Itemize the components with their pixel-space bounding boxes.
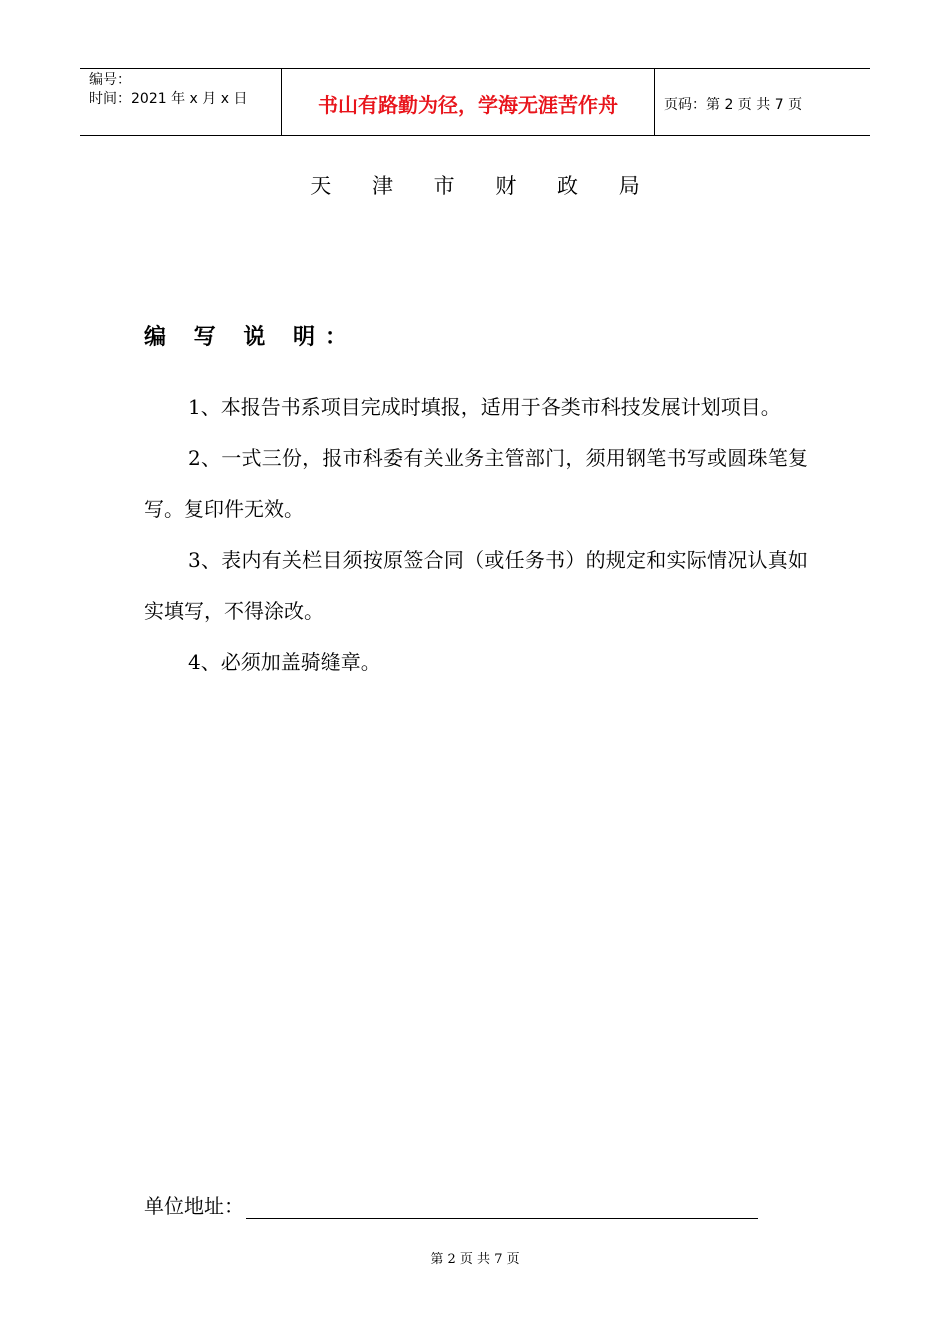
organization-title	[0, 170, 950, 200]
number-label: 编号：	[89, 72, 131, 88]
instruction-item: 4、必须加盖骑缝章。	[188, 650, 381, 674]
page-cell	[655, 69, 870, 135]
org-char: 津	[371, 174, 393, 198]
org-char: 政	[557, 174, 579, 198]
instruction-item: 3、表内有关栏目须按原签合同（或任务书）的规定和实际情况认真如实填写，不得涂改。	[144, 548, 808, 623]
instructions-list	[144, 382, 808, 688]
page-footer: 第 2 页 共 7 页	[430, 1252, 520, 1267]
org-char: 天	[310, 174, 332, 198]
section-heading: 编 写 说 明：	[144, 325, 357, 350]
address-label: 单位地址：	[144, 1194, 244, 1218]
org-char: 市	[433, 174, 455, 198]
org-char: 局	[618, 174, 640, 198]
motto-cell	[281, 69, 655, 135]
instruction-item: 1、本报告书系项目完成时填报，适用于各类市科技发展计划项目。	[188, 395, 781, 419]
page-label: 页码：第 2 页 共 7 页	[664, 96, 803, 113]
header-meta-cell	[80, 69, 281, 135]
address-fill-line[interactable]	[246, 1194, 758, 1219]
motto-text: 书山有路勤为径，学海无涯苦作舟	[318, 93, 618, 117]
address-row	[144, 1190, 758, 1219]
org-char: 财	[495, 174, 517, 198]
instruction-item: 2、一式三份，报市科委有关业务主管部门，须用钢笔书写或圆珠笔复写。复印件无效。	[144, 446, 808, 521]
time-label: 时间：2021 年 x 月 x 日	[89, 91, 248, 107]
header-table	[80, 68, 870, 136]
